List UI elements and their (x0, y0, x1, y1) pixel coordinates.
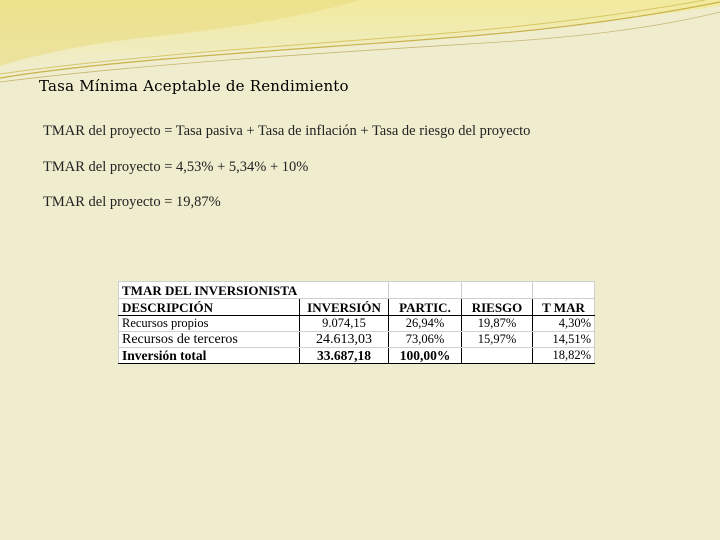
slide-title: Tasa Mínima Aceptable de Rendimiento (39, 77, 349, 95)
cell-descripcion: Inversión total (119, 348, 300, 364)
cell-descripcion: Recursos propios (119, 316, 300, 332)
header-descripcion: DESCRIPCIÓN (119, 299, 300, 316)
header-tmar: T MAR (533, 299, 595, 316)
cell-inversion: 24.613,03 (300, 332, 389, 348)
cell-partic: 100,00% (389, 348, 462, 364)
cell-riesgo (462, 348, 533, 364)
table-header-row (119, 299, 595, 316)
table-row (119, 332, 595, 348)
header-partic: PARTIC. (389, 299, 462, 316)
cell-riesgo: 15,97% (462, 332, 533, 348)
cell-partic: 73,06% (389, 332, 462, 348)
table-total-row (119, 348, 595, 364)
cell-riesgo: 19,87% (462, 316, 533, 332)
header-inversion: INVERSIÓN (300, 299, 389, 316)
cell-descripcion: Recursos de terceros (119, 332, 300, 348)
formula-definition: TMAR del proyecto = Tasa pasiva + Tasa de inflación + Tasa de riesgo del proyecto (43, 123, 531, 139)
formula-result: TMAR del proyecto = 19,87% (43, 194, 221, 210)
tmar-inversionista-table (118, 281, 595, 364)
cell-partic: 26,94% (389, 316, 462, 332)
table-row (119, 316, 595, 332)
table-caption-row (119, 282, 595, 299)
table-caption: TMAR DEL INVERSIONISTA (119, 282, 389, 299)
cell-tmar: 18,82% (533, 348, 595, 364)
cell-inversion: 33.687,18 (300, 348, 389, 364)
cell-inversion: 9.074,15 (300, 316, 389, 332)
formula-substitution: TMAR del proyecto = 4,53% + 5,34% + 10% (43, 159, 309, 175)
header-riesgo: RIESGO (462, 299, 533, 316)
cell-tmar: 4,30% (533, 316, 595, 332)
cell-tmar: 14,51% (533, 332, 595, 348)
